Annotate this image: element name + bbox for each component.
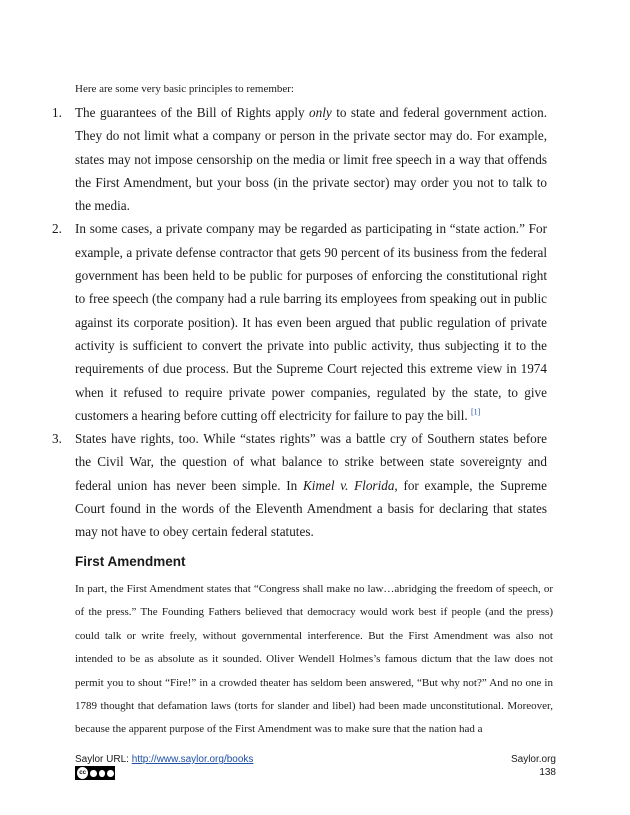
list-item-text: States have rights, too. While “states rights” was a battle cry of Southern states before the Civil War, the question of what balance to strike between state sovereignty and federal union has never been simple. In Kimel v. Florida, for example, the Supreme Court found in the words of the Eleventh Amendment a basis for declaring that states may not have to obey certain federal statutes. (75, 431, 547, 540)
cc-logo-icon: cc (77, 767, 88, 779)
section-heading: First Amendment (75, 554, 186, 569)
case-name: Kimel v. Florida (302, 477, 395, 493)
attribution-icon (90, 770, 97, 777)
share-alike-icon (107, 770, 114, 777)
page-number: 138 (539, 767, 556, 778)
footer-site-name: Saylor.org (510, 754, 556, 765)
footnote-reference-link[interactable]: [1] (470, 407, 481, 417)
list-item-number: 1. (52, 105, 62, 120)
list-item-number: 2. (52, 221, 62, 237)
list-item-text: In some cases, a private company may be regarded as participating in “state action.” For example, a private defense contractor that gets 90 percent of its business from the federal government has been held to be public for purposes of enforcing the constitutional right to free speech (the company had a rule barring its employees from speaking out in public against its corporate position). It has even been argued that public regulation of private activity is sufficient to convert the private into public activity, thus subjecting it to the requirements of due process. But the Supreme Court rejected this extreme view in 1974 when it refused to require private power companies, regulated by the state, to give customers a hearing before cutting off electricity for failure to pay the bill. [1] (75, 221, 547, 423)
emphasis: only (309, 105, 332, 120)
creative-commons-license-icon[interactable] (75, 766, 115, 780)
list-item (0, 427, 547, 543)
principles-list (0, 101, 630, 544)
list-item (0, 217, 547, 427)
intro-text: Here are some very basic principles to remember: (75, 83, 294, 95)
footer-page-info (511, 753, 556, 779)
noncommercial-icon (99, 770, 106, 777)
list-item (0, 101, 547, 217)
body-paragraph: In part, the First Amendment states that “Congress shall make no law…abridging the freedom of speech, or of the press.” The Founding Fathers believed that democracy would work best if people (and the press) could talk or write freely, without governmental interference. But the First Amendment was also not intended to be as absolute as it sounded. Oliver Wendell Holmes’s famous dictum that the law does not permit you to shout “Fire!” in a crowded theater has seldom been answered, “But why not?” And no one in 1789 thought that defamation laws (torts for slander and libel) had been made unconstitutional. Moreover, because the apparent purpose of the First Amendment was to make sure that the nation had a (75, 583, 553, 736)
list-item-number: 3. (52, 431, 62, 447)
footer-source (75, 753, 253, 766)
footer-url-label: Saylor URL: (75, 754, 132, 765)
list-item-text: The guarantees of the Bill of Rights apply only to state and federal government action. They do not limit what a company or person in the private sector may do. For example, states may not impose censorship on the media or limit free speech in a way that offends the First Amendment, but your boss (in the private sector) may order you not to talk to the media. (75, 105, 547, 214)
saylor-url-link[interactable]: http://www.saylor.org/books (131, 754, 254, 765)
